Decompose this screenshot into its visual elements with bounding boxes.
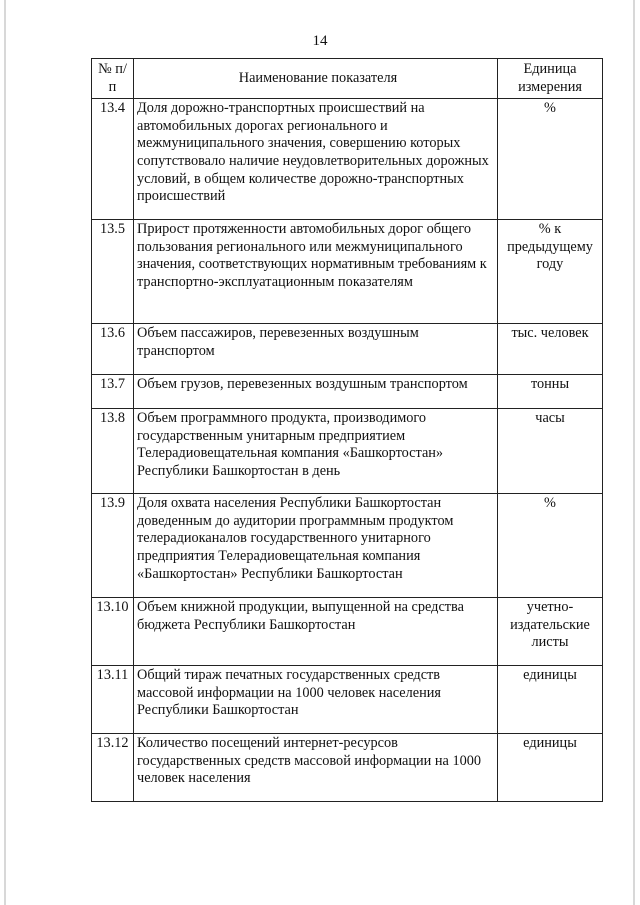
left-scan-edge [4,0,6,905]
table-row [92,734,603,802]
table-row [92,324,603,375]
indicator-name: Доля дорожно-транспортных происшествий на автомобильных дорогах регионального и межмуниципального значения, совершению которых сопутствовало наличие неудовлетворительных дорожных условий, в общем количестве дорожно-транспортных происшествий [134,99,498,220]
indicator-name: Прирост протяженности автомобильных дорог общего пользования регионального или межмуниципального значения, соответствующих нормативным требованиям к транспортно-эксплуатационным показателям [134,220,498,324]
row-number: 13.5 [92,220,134,324]
unit-of-measure: часы [498,409,603,494]
unit-of-measure: % к предыдущему году [498,220,603,324]
unit-of-measure: % [498,99,603,220]
table-row [92,409,603,494]
table-row [92,666,603,734]
right-scan-edge [633,0,635,905]
row-number: 13.8 [92,409,134,494]
table-row [92,494,603,598]
unit-of-measure: единицы [498,734,603,802]
indicator-name: Доля охвата населения Республики Башкортостан доведенным до аудитории программным продуктом телерадиоканалов государственного унитарного предприятия Телерадиовещательная компания «Башкортостан» Республики Башкортостан [134,494,498,598]
table-row [92,99,603,220]
header-unit: Единица измерения [498,59,603,99]
row-number: 13.10 [92,598,134,666]
row-number: 13.9 [92,494,134,598]
header-name: Наименование показателя [134,59,498,99]
row-number: 13.6 [92,324,134,375]
indicator-name: Количество посещений интернет-ресурсов государственных средств массовой информации на 1000 человек населения [134,734,498,802]
row-number: 13.7 [92,375,134,409]
unit-of-measure: % [498,494,603,598]
row-number: 13.12 [92,734,134,802]
unit-of-measure: единицы [498,666,603,734]
table-row [92,220,603,324]
unit-of-measure: тонны [498,375,603,409]
table-row [92,375,603,409]
indicator-name: Объем грузов, перевезенных воздушным транспортом [134,375,498,409]
indicator-name: Объем пассажиров, перевезенных воздушным транспортом [134,324,498,375]
unit-of-measure: тыс. человек [498,324,603,375]
row-number: 13.4 [92,99,134,220]
indicator-name: Объем книжной продукции, выпущенной на средства бюджета Республики Башкортостан [134,598,498,666]
table-header-row [92,59,603,99]
indicators-table [91,58,603,802]
header-num: № п/п [92,59,134,99]
indicator-name: Объем программного продукта, производимого государственным унитарным предприятием Телерадиовещательная компания «Башкортостан» Республики Башкортостан в день [134,409,498,494]
row-number: 13.11 [92,666,134,734]
page-number: 14 [312,33,328,49]
indicator-name: Общий тираж печатных государственных средств массовой информации на 1000 человек населения Республики Башкортостан [134,666,498,734]
unit-of-measure: учетно-издательские листы [498,598,603,666]
table-row [92,598,603,666]
